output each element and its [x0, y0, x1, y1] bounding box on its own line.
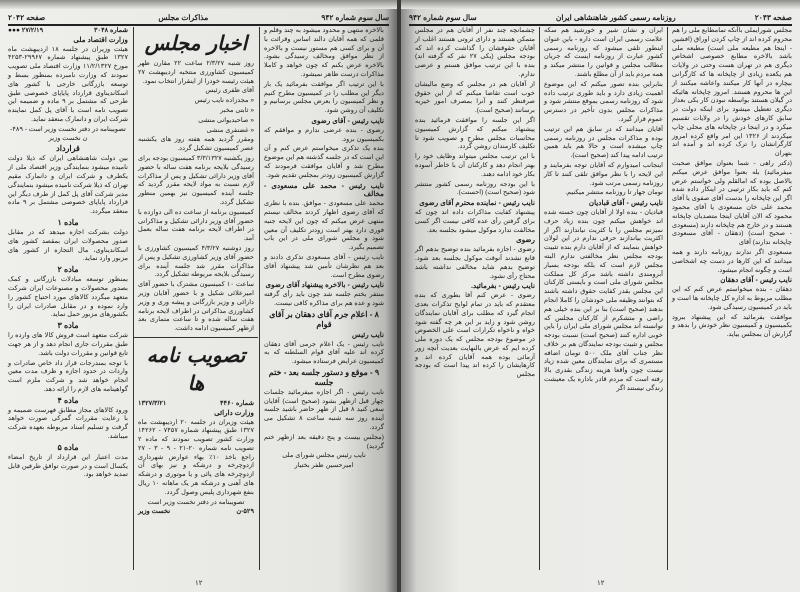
speaker-label: وزارت دارائی — [214, 407, 254, 417]
paragraph: منتفر بختم جلسه شد چون باید رأی گرفته شود و عده هم برای مذاکره کافی نیست. — [264, 291, 384, 307]
signature-line: امیرحسین ظفر بختیار — [294, 462, 354, 470]
decree-date: ۲۷/۲/۱۹ ●●● — [8, 27, 44, 34]
paragraph: بنابراین بنده تصور میکنم که این موضوع اهمیت زیادی دارد و باید طوری ترتیب داده شود که روزنامه رسمی بموقع منتشر شود و مذاکرات مجلس بدون تأخیر در دسترس عموم قرار گیرد. — [544, 80, 663, 123]
section-heading: ماده ۵ — [57, 442, 79, 452]
left-column-1 — [4, 27, 132, 481]
paragraph: ساعت ۱۰ کمیسیون مشترک با حضور آقای امیرعلائی شکیل و با حضور آقایان وزیر دارائی و وزیر بازرگانی و پیشه وری و وزیر کشاورزی مذاکراتی در اطراف لایحه برنامه هفت ساله شده و تا ساعت متماری بعد ازظهر کمیسیون ادامه داشت. — [138, 281, 254, 333]
paragraph: اگر این جلسه را موافقت فرمائید بنده پیشنهاد میکنم که گزارش کمیسیون محاسبات مجلس مطرح و تصویب شود تا تکلیف کارمندان روشن گردد. — [415, 116, 535, 151]
right-column-2 — [540, 27, 667, 395]
right-page-header — [409, 10, 792, 26]
paragraph: « مجدزاده نایب رئیس — [194, 97, 254, 105]
paragraph: آقای ظفری رئیس — [205, 87, 254, 95]
paragraph: بین دولت شاهنشاهی ایران که ذیلا دولت نامیده میشود بنمایندگی وزیر اقتصاد ملی از یکطرف و شرکت ایران و دانمارک مقیم تهران که ذیلا شرکت نامیده میشود بنمایندگی مدیر شرکت آقای پل کمل از طرف دیگر این قرارداد پایاپای خصوصی مشتمل بر ۹ ماده منعقد میگردد. — [8, 155, 129, 216]
decree-number: ۵۲۹-ن — [236, 508, 254, 516]
paragraph: دولت بشرکت اجازه میدهد که در مقابل صدور محصولات ایران بمقصد کشور های اسکاندیناوی، مال التجاره از کشور های مزبور وارد نماید. — [8, 228, 128, 263]
page-number: ۱۲ — [195, 580, 203, 587]
header-page-number: صفحه ۲۰۴۲ — [8, 12, 46, 22]
scan-shadow — [0, 0, 397, 9]
paragraph: رضوی - اجازه بفرمائید بنده توضیح بدهم اگر قانع نشدند آنوقت موکول بجلسه بعد شود. توضیح بدهم شاید مخالفی نداشته باشد محتاج رأی نشود. — [415, 246, 535, 280]
paragraph: آقایان میدانند که در سابق هم این ترتیب بوده و مذاکرات مجلس در روزنامه رسمی چاپ میشده است و حالا هم باید همین ترتیب ادامه پیدا کند (صحیح است). — [544, 125, 663, 160]
paragraph: ورود کالاهای مجاز مطابق فهرست ضمیمه و با رعایت مقررات گمرکی صورت خواهد گرفت و تسلیم اسناد مربوطه بعهده شرکت میباشد. — [8, 406, 128, 441]
paragraph: چشمانچه چند نفر از آقایان هم در مجلس متمکن هستند و دارای ثروتی هستند اغلب از آقایان حقوقشان را گذاشت کرده اند که بودجه مجلس (یکی ۲۷ نفر که گرفته اند) بنده با این ترتیب موافق هستم و عرضی ندارم. — [415, 27, 535, 78]
paragraph: موافقت بفرمائید که این پیشنهاد ببرود بکمیسیون و کمیسیون نظر خودش را بدهد و گزارش آن بمجلس بیاید. — [672, 313, 792, 339]
paragraph: اینجانب امیدوارم که آقایان توجه بفرمایند و این لایحه را با نظر موافق تلقی کنند تا کار روزنامه رسمی مرتب شود. — [544, 161, 663, 187]
right-column-1 — [668, 27, 796, 341]
section-heading: قرارداد — [56, 144, 80, 154]
paragraph: مسعودی اگر ندارند روزنامه دارند و همه میدانند که این کارها در دست چه اشخاصی است و چگونه انجام میشود. — [672, 248, 792, 274]
paragraph: با این ترتیب اگر موافقت بفرمائید یک بار دیگر این مطلب را در کمیسیون مطرح کنیم و نظر کمیسیون را بعرض مجلس برسانیم و تکلیف آن روشن شود. — [264, 80, 384, 115]
speaker-label: نایب رئیس - آقای رضوی — [311, 115, 384, 125]
speaker-label: نایب رئیس - محمد علی مسعودی - مخالف — [264, 180, 384, 199]
paragraph: با این بودجه روزنامه رسمی کشور منتشر شود (صحیح است) (احسنت). — [415, 180, 535, 197]
page-number: ۱۲ — [597, 580, 605, 587]
header-section: مذاکرات مجلس — [158, 12, 209, 22]
paragraph: رضوی - بنده عرضی ندارم و موافقم که بکمیسیون برود. — [264, 126, 384, 143]
section-divider — [134, 337, 258, 338]
paragraph: (دکتر راهی - شما بعنوان موافق صحبت میفرمائید) بله بعنوا موافق عرض میکنم بالاصل بوده که امالقلم ولی خواستم عرض کنم که باید بکار ترتیبی در اینکار داده شده اگر این چاپخانه را بدست آقای صفوی یا آقای محمد علی خان مسعودی یا آقای محمود محمود که الان آقایان اینجا متصدیان چاپخانه هستند و در خارج هم چاپخانه دارند (مسعودی - صحیح است) (دهقان - آقای مسعودی چاپخانه ندارند) آقای — [672, 159, 792, 247]
speaker-label: نایب رئیس — [351, 329, 384, 339]
paragraph: روز دوشنبه ۴/۳/۲۷ کمیسیون کشاورزی با حضور آقای وزیر کشاورزی تشکیل و پس از مذاکرات مقرر شد جلسه آینده برای رسیدگی بلایحه مربوطه تشکیل گردد. — [138, 244, 254, 279]
paragraph: قبادیان - بنده اولا از آقایان چون خسته شده اند خواهش میکنم چون بنده زیاد حرف نمیزنم مجلس را با کثریت نیاندازند اگر از اکثریت بیاندازند حرفی ندارم در این لولان خواهش بنمایند که از آقایان دارم بنده تثبیت بودجه مجلس نظر مخالفتی ندارم البته مجلس لازم است که بلکه بودجه بسیار آبرومندی داشته باشد مرکز کل مملکت مجلس شورای ملی است و بایستی کارکنان این مجلس بقدر کفایت حقوق داشته باشند که بتوانند وظیفه ملی خودشان را کاملا انجام بدهند (صحیح است) بنا بر این بنده خیلی هم راضی و متشکرم از کارکنان مجلس که توانسته اند مجلس شورای ملی ایران را باین خوبی اداره کنند (صحیح است) نسبت بودجه مجلس و تثبیت بودجه نمایندگان هم بر خلاف نظر جناب آقای ملک ۵۰۰ تومان اضافه مستمری که برای نمایندگان معین شده زیاد نیست چون واقعا هزینه زندگی بقدری بالا رفته است که مردم قادر باداره یک معیشت زندگی نیستند اگر — [544, 208, 663, 392]
header-title: روزنامه رسمی کشور شاهنشاهی ایران — [555, 12, 676, 22]
paragraph: کمیسیون برنامه از ساعت ده الی دوازده با حضور آقای وزیر دارائی تشکیل و مذاکراتی در اطراف لایحه برنامه هفت ساله بعمل آمد. — [138, 208, 254, 243]
paragraph: « ثابتی مخبر — [220, 106, 254, 114]
section-title: اخبار مجلس — [144, 31, 248, 55]
header-page-number: صفحه ۲۰۴۳ — [754, 12, 792, 22]
speaker-label: نایب رئیس - آقای قبادیان — [588, 198, 663, 208]
speaker-label: نایب رئیس - بفرمائید. — [470, 281, 535, 291]
paragraph: بالاخره منتهی و محدود میشود به چند وقلم و قلمی که همه آقایان دالند اساس وقرائت با آن و برای کسی هم مستور نیست و بالاخره از نظر موافق ومخالف رسیدگی بشود. بالاخره عرض بکنم که چون خواهد و کاملا مذاکرات درست ظاهر نمیشود. — [264, 27, 384, 78]
decree-number: شماره ۴۴۶۰ — [220, 399, 254, 407]
paragraph: « غضنفری منشی — [206, 126, 254, 134]
paragraph: بمنظور توسعه مبادلات بازرگانی و کمک بصدور محصولات و مصنوعات ایران شرکت متعهد میگردد کالاهای مورد احتیاج کشور را وارد نموده و در مقابل صادرات ایران را بکشورهای مزبور حمل نماید. — [8, 276, 128, 319]
paragraph: روز یکشنبه ۳/۳/۱۳۲۷ کمیسیون بودجه برای رسیدگی بلایحه برنامه هفت ساله با حضور آقای وزیر دارائی تشکیل و پس از مذاکرات لازم نسبت به مواد لایحه مقرر گردید که جلسه آینده کمیسیون نیز بهمین منظور تشکیل گردد. — [138, 154, 254, 206]
signature-line: تصویبنامه در دفتر نخست وزیر است - ۴۸۹-ن نخست وزیر — [10, 125, 126, 142]
speaker-label: نایب رئیس - آقای دهقان — [720, 275, 792, 285]
section-title: تصویب نامه ها — [146, 342, 246, 395]
paragraph: هیئت وزیران در جلسه ۱۸ اردیبهشت ماه ۱۳۲۷ طبق پیشنهاد شماره ۲۹۹۶۷-۴۲۵۳ مورخ ۱۱/۲/۱۳۲۷ وزارت اقتصاد ملی تصویب نمودند که وزارت نامبرده بمنظور بسط و توسعه بازرگانی خارجی با کشور های اسکاندیناوی قرارداد پایاپای خصوصی طبق طرحی که مشتمل بر ۹ ماده و ضمیمه این تصویب نامه است با آقای پل کمل نماینده شرکت ایران و دانمارک منعقد نماید. — [8, 45, 128, 123]
decree-number: شماره ۳۰۴۸ — [94, 27, 128, 34]
left-page — [0, 0, 397, 592]
left-page-header — [8, 10, 389, 26]
paragraph: محمد علی مسعودی - موافق. بنده با نظری که آقای رضوی اظهار کردند مخالف نیستم منتهی عرض میکنم که چون این لایحه جنبه فوری دارد بهتر است زودتر تکلیف آن معین شود و مجلس شورای ملی در این باب تصمیم بگیرد. — [264, 200, 384, 252]
paragraph: نایب رئیس - یک اعلام جرمی آقای دهقان کرده اند علیه آقای قوام السلطنه که به کمیسیون عرایض فرستاده میشود. — [264, 340, 384, 366]
paragraph: ایران و نشان شیر و خورشید هم سکه علامت رسمی ایران است داره - باین عنوان اینطور تلقی میشود که روزنامه رسمی کشور عبارت از روزنامه ایست که جریان مطالب مجلس و قوانین را منتشر میکند و همه مردم باید از آن مطلع باشند. — [544, 27, 663, 78]
header-issue: سال سوم شماره ۹۴۲ — [409, 12, 477, 22]
speaker-label: رضوی — [516, 235, 535, 245]
right-column-3 — [411, 27, 539, 381]
paragraph: نایب رئیس - اگر اجازه میفرمائید جلسات چهار قبل ازظهر بشود (صحیح است) آقایان سعی کنید ۸ قبل از ظهر حاضر باشید جلسه آینده روز سه شنبه ساعت ۸ تشکیل می گردد. — [264, 388, 385, 432]
paragraph: ومقرر گردید همه هفته روز های یکشنبه عصر کمیسیون تشکیل گردد. — [138, 136, 254, 153]
paragraph: شرکت متعهد است فروش کالا های وارده را طبق مقررات جاری انجام دهد و از هر جهت تابع قوانین و مقررات دولت باشد. — [8, 332, 128, 357]
section-heading: ماده ۴ — [57, 395, 79, 405]
paragraph: رضوی - عرض کنم آقا بطوری که بنده معتقدم که باید در تمام لوایح تذکرات بعدی انجام گیرد که مطلب برای آقایان نمایندگان روشن شود و زاید بر این هر چه گفته شود خواه و ناخواه تکرارات است علی الخصوص در موضوع بودجه مجلس که یک دوره ملی کرده ایم که عرض بالنهایت بعدیت آنچه زور آزمائی بوده همه آقایان کرده اند و کارهایشان را کرده اند پیدا است که بودجه مجلس — [415, 292, 535, 379]
speaker-label: نایب رئیس - نماینده محترم آقای رضوی — [419, 198, 535, 208]
section-heading: ۹ - موقع و دستور جلسه بعد - ختم جلسه — [268, 367, 380, 387]
header-issue: سال سوم شماره ۹۴۲ — [321, 12, 389, 22]
paragraph: (مجلس بیست و پنج دقیقه بعد ازظهر ختم گردید) — [264, 433, 384, 450]
paragraph: « صاحبدیوانی منشی — [198, 116, 254, 124]
paragraph: مدت اعتبار این قرارداد از تاریخ امضاء یکسال است و در صورت توافق طرفین قابل تمدید خواهد بود. — [8, 453, 128, 479]
paragraph: دهقان - بنده میخواستم عرض کنم که این مطلب مربوط به اداره کل چاپخانه ها است و باید در کمیسیون رسیدگی شود. — [672, 286, 792, 311]
paragraph: نایب رئیس - آقای مسعودی تذکری دادند و بعد هم نظرشان تأمین شد پیشنهاد آقای رضوی مطرح است. — [264, 253, 384, 279]
speaker-label: نایب رئیس - بالاخره پیشنهاد آقای رضوی — [265, 280, 384, 290]
paragraph: با این ترتیب مجلس میتواند وظایف خود را بهتر انجام دهد و کارکنان آن با خاطر آسوده بکار خود ادامه دهند. — [415, 153, 535, 178]
paragraph: روز شنبه ۲/۳/۲۷ ساعت ۲۲ مقارن ظهر کمیسیون کشاورزی منتخبه اردیبهشت ۲۷ هیئت رئیسه خودرا از اینقرار انتخاب نمود. — [138, 60, 254, 85]
left-column-3 — [260, 27, 388, 472]
decree-meta — [138, 508, 254, 517]
scan-shadow — [401, 0, 800, 9]
signature-line: نایب رئیس مجلس شورای ملی — [282, 452, 366, 460]
section-heading: ماده ۱ — [57, 217, 79, 227]
section-heading: ۸ - اعلام جرم آقای دهقان بر آقای قوام — [269, 309, 379, 329]
paragraph: تومان جهار تا روزنامه منتشر میکنیم. — [565, 189, 663, 197]
left-column-2 — [134, 27, 258, 517]
paragraph: بنده یک تذکری میخواستم عرض کنم و آن این است که در جلسه گذشته هم این موضوع مطرح شد و آقایان موافقت فرمودند که گزارش کمیسیون زودتر بمجلس تقدیم شود. — [264, 145, 384, 179]
paragraph: مجلس شورایملی باآنکه تمامطابع ملی را هم محروم کرده اند از چاپ کردن اوراق (افشین - اینجا هم مطبعه ملی است) مطبعه ملی باشد بالاخره مطابع خصوصی اشخاص دیگری هم در تهران هست وحتی در ولایات هم یکعده زیادی از چاپخانه ها که کارگرانی بیچاره در آنها کار میکنند واعاشه میکنند از این ها محروم هستند. امروز چاپخانه هائیکه در گیلان هستند بواسطه نبودن کار یکی بعداز دیگری تعطیل میشود برای اینکه دولت در سابق کارهای خودش را در ولایات تقسیم میکرد و در اینجا در چاپخانه های محلی چاپ میکردند از ۱۳۲۶ این امر واقع کرده امروز کارگرانشان را ترک کرده اند و آمده اند بتهران — [672, 27, 792, 158]
paragraph: از آقایان هم در مجلس که وضع مالیشان خوب است تقاضا میکنم که از این حقوق صرفنظر کنند و آنرا بمصرف امور خیریه برسانند (صحیح است). — [415, 80, 535, 115]
paragraph: با توجه بمندرجات قرار داد خاص صادرات و واردات در حدود اجازه و ظرف مدت معین انجام خواهد شد و شرکت ملزم است گواهینامه های لازم را ارائه دهد. — [8, 359, 128, 393]
decree-date: نخست وزیر — [138, 508, 171, 516]
paragraph: هیئت وزیران در جلسه ۲۰ اردیبهشت ماه ۱۳۲۷ طبق پیشنهاد شماره ۷۴۵۷ - ۱۴۲۶۲ وزارت کشور تصویب نمودند که ماده ۲ تصویب نامه شماره ۲۰-۲۱ - ۹ - ۳ - ۲۷ راجع باخذ ۱۰٪ بهاء عوارض شهرداری ازدوچرخه و درشکه و نیز بهای آن ازدوچرخه های پائی و یا موتوری و درشکه های آهنی و درشکه هر یک ماهانه ۱۰ ریال بنفع شهرداری پلیس وصول گردد. — [138, 418, 254, 496]
signature-line: تصویبنامه در دفتر نخست وزیر است — [147, 498, 245, 506]
paragraph: پیشنهاد کفایت مذاکرات داده اند چون که برای گرفتن رأی عده کافی نیست اگر کسی مخالفت ندارد موکول میشود بجلسه بعد. — [415, 208, 535, 234]
decree-date: ۱۳۲۷/۳/۲۱ — [138, 399, 167, 407]
section-heading: ماده ۳ — [57, 321, 79, 331]
section-heading: ماده ۲ — [57, 265, 79, 275]
right-page — [401, 0, 800, 592]
speaker-label: وزارت اقتصاد ملی — [73, 34, 128, 44]
